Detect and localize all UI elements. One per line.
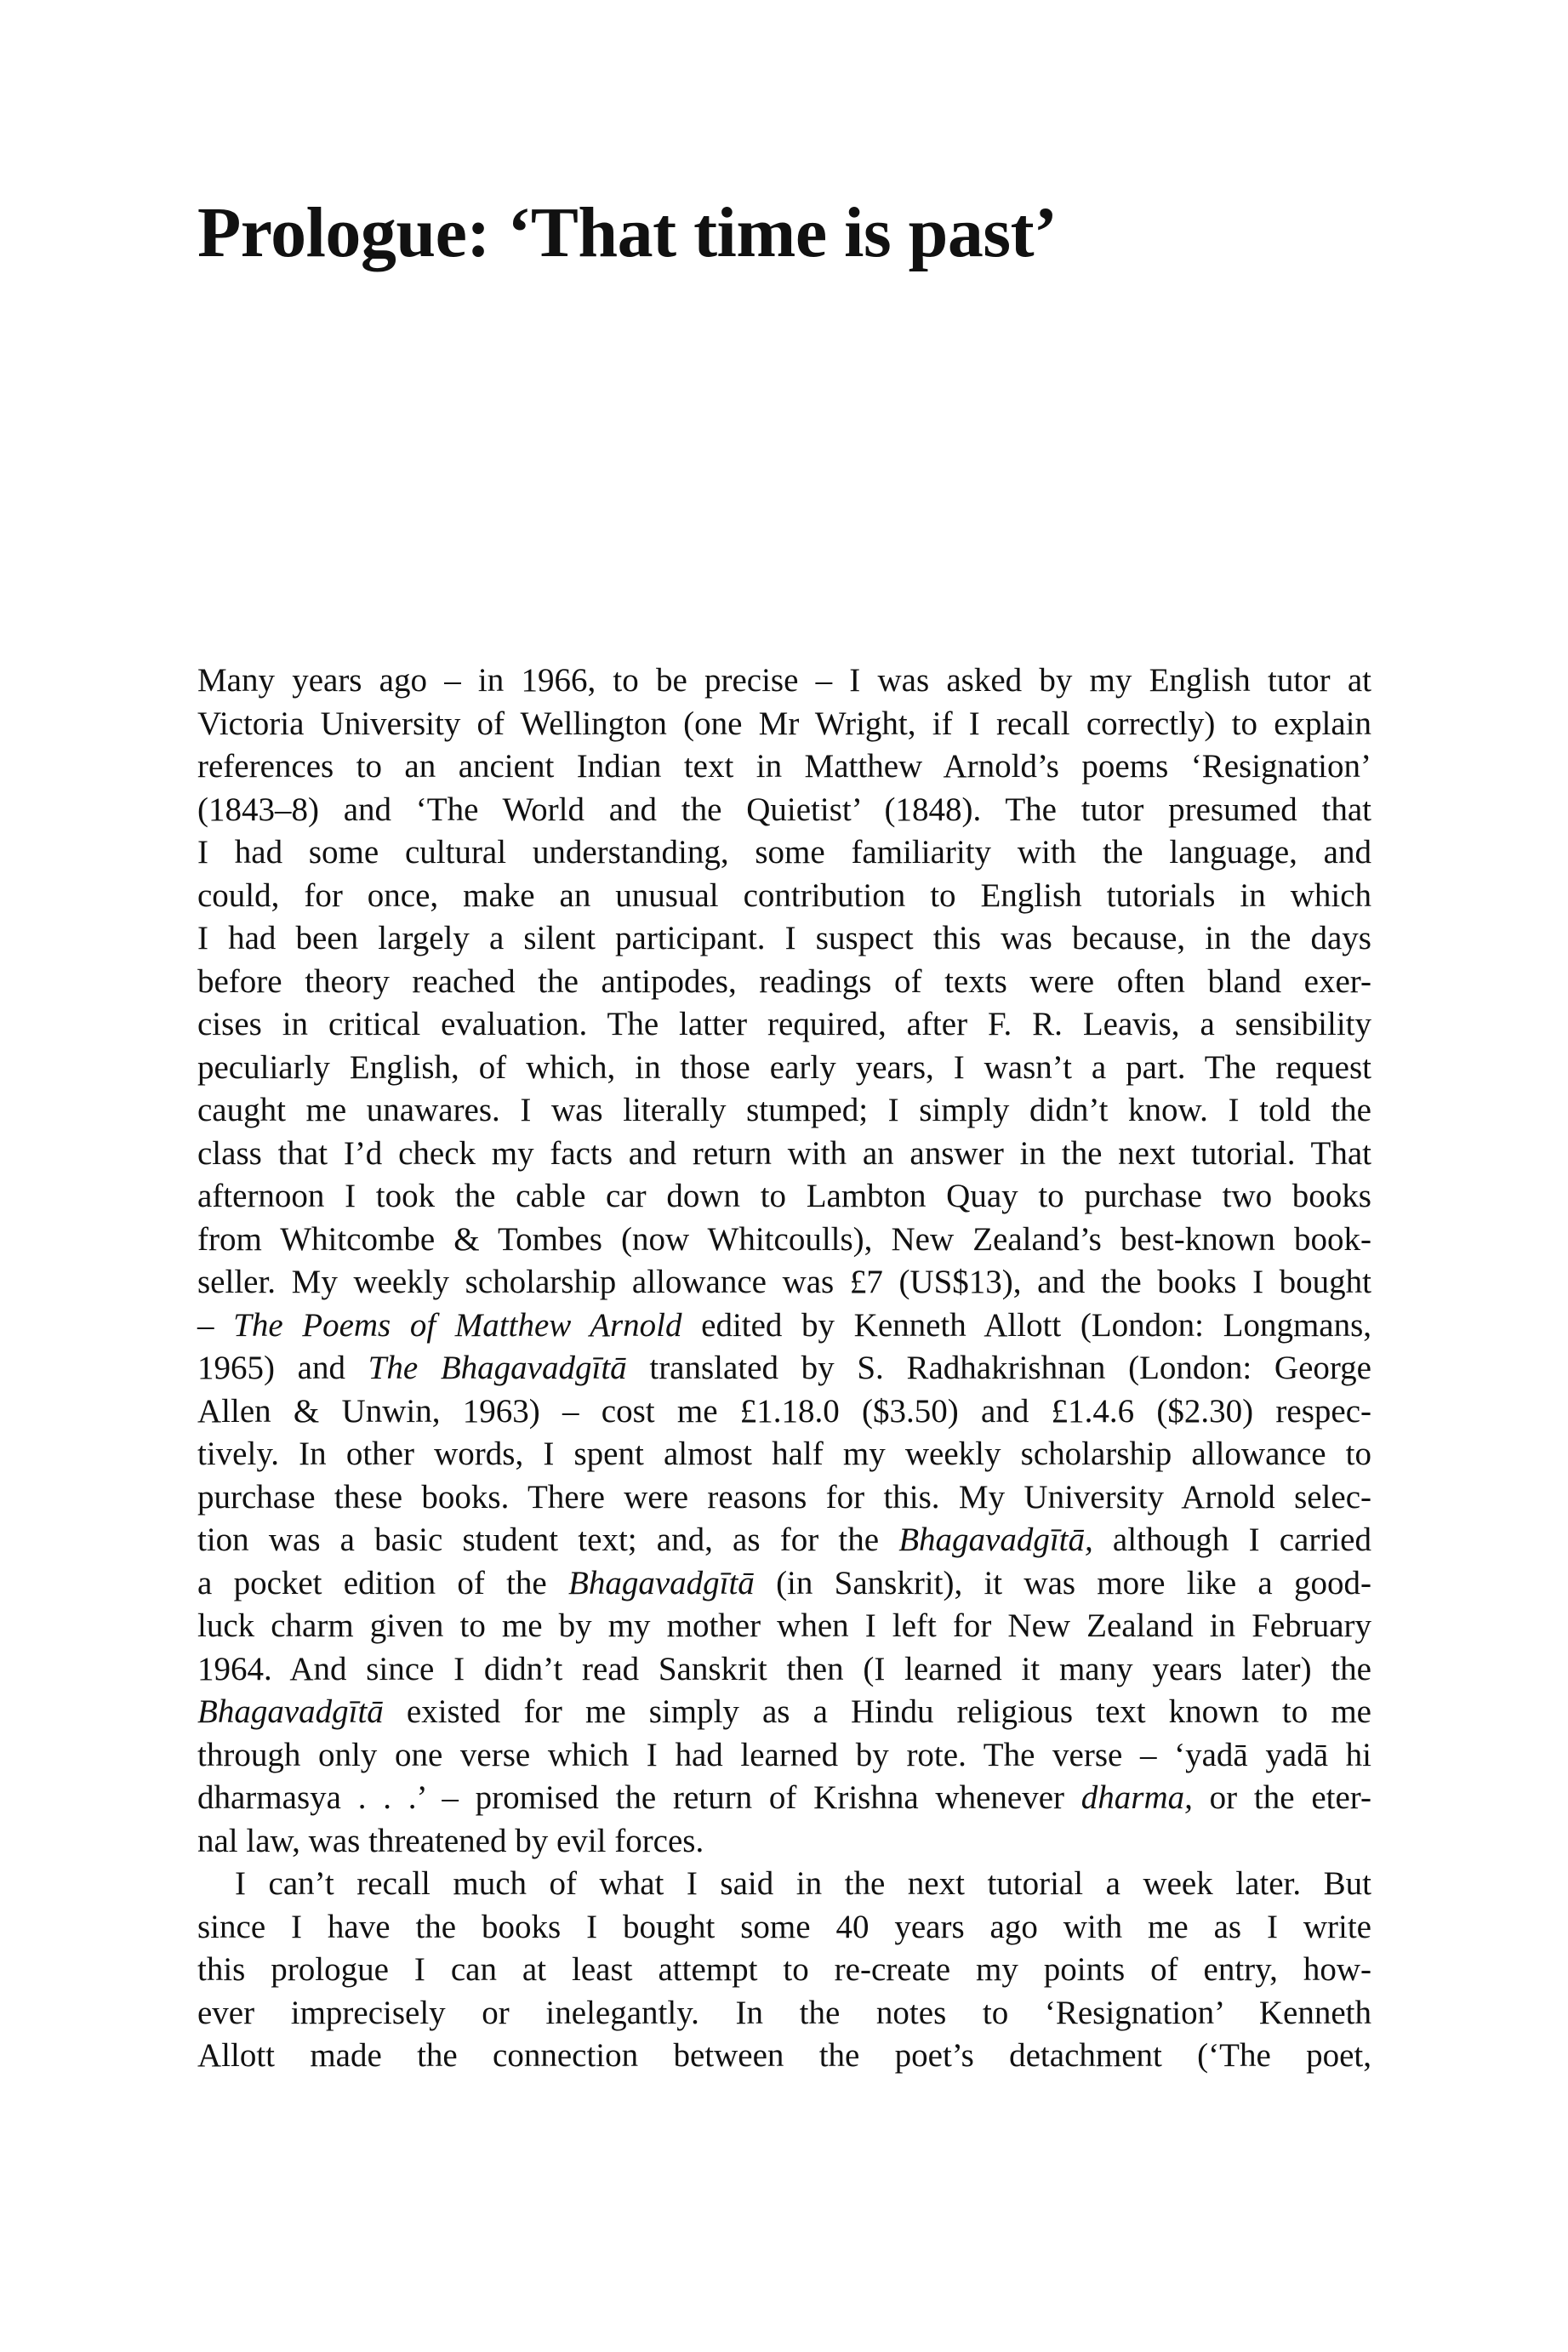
line-text: dharmasya . . .’ – promised the return of Krishna whenever (197, 1779, 1081, 1816)
line-text: 1965) and (197, 1350, 368, 1386)
text-line: luck charm given to me by my mother when I left for New Zealand in February (197, 1607, 1371, 1644)
text-line: purchase these books. There were reasons for this. My University Arnold selec- (197, 1478, 1371, 1516)
text-line: 1964. And since I didn’t read Sanskrit then (I learned it many years later) the (197, 1650, 1371, 1687)
text-line (197, 1777, 1371, 1820)
text-line: through only one verse which I had learned by rote. The verse – ‘yadā yadā hi (197, 1736, 1371, 1773)
text-line: afternoon I took the cable car down to Lambton Quay to purchase two books (197, 1178, 1371, 1214)
text-line: peculiarly English, of which, in those early years, I wasn’t a part. The request (197, 1048, 1371, 1086)
book-title-bhagavadgita: The Bhagavadgītā (368, 1350, 627, 1386)
chapter-title: Prologue: ‘That time is past’ (197, 193, 1058, 272)
text-line: class that I’d check my facts and return with an answer in the next tutorial. That (197, 1134, 1371, 1172)
text-line: could, for once, make an unusual contribution to English tutorials in which (197, 876, 1371, 914)
text-line (197, 1519, 1371, 1562)
paragraph-1 (197, 659, 1371, 1863)
line-text: (in Sanskrit), it was more like a good- (754, 1564, 1371, 1601)
text-line: since I have the books I bought some 40 years ago with me as I write (197, 1908, 1371, 1945)
line-text: a pocket edition of the (197, 1564, 568, 1601)
text-line: seller. My weekly scholarship allowance was £7 (US$13), and the books I bought (197, 1264, 1371, 1300)
text-line: ever imprecisely or inelegantly. In the notes to ‘Resignation’ Kenneth (197, 1994, 1371, 2031)
text-line: cises in critical evaluation. The latter required, after F. R. Leavis, a sensibility (197, 1006, 1371, 1042)
line-text: existed for me simply as a Hindu religious text known to me (383, 1693, 1371, 1730)
text-line: caught me unawares. I was literally stumped; I simply didn’t know. I told the (197, 1092, 1371, 1128)
italic-term: Bhagavadgītā (197, 1693, 384, 1730)
italic-term: Bhagavadgītā (568, 1564, 755, 1601)
italic-term: dharma, (1080, 1779, 1193, 1816)
text-line: I can’t recall much of what I said in the next tutorial a week later. But (235, 1865, 1371, 1902)
text-line: Victoria University of Wellington (one Mr Wright, if I recall correctly) to explain (197, 705, 1371, 742)
line-text: although I carried (1092, 1521, 1371, 1558)
text-line: Many years ago – in 1966, to be precise – I was asked by my English tutor at (197, 662, 1371, 699)
text-line: references to an ancient Indian text in Matthew Arnold’s poems ‘Resignation’ (197, 748, 1371, 785)
line-text: edited by Kenneth Allott (London: Longmans, (681, 1306, 1372, 1344)
text-line: Allott made the connection between the poet’s detachment (‘The poet, (197, 2037, 1371, 2074)
paragraph-2 (197, 1863, 1371, 2078)
text-line (197, 1691, 1371, 1734)
chapter-body (197, 659, 1371, 2078)
text-line: from Whitcombe & Tombes (now Whitcoulls), New Zealand’s best-known book- (197, 1220, 1371, 1258)
text-line (197, 1562, 1371, 1606)
text-line: before theory reached the antipodes, readings of texts were often bland exer- (197, 962, 1371, 1000)
text-line (197, 1304, 1371, 1348)
line-text: tion was a basic student text; and, as for the (197, 1521, 899, 1558)
text-line: Allen & Unwin, 1963) – cost me £1.18.0 ($3.50) and £1.4.6 ($2.30) respec- (197, 1392, 1371, 1430)
italic-term: Bhagavadgītā, (898, 1521, 1093, 1558)
line-text: or the eter- (1192, 1779, 1371, 1816)
text-line: nal law, was threatened by evil forces. (197, 1822, 704, 1859)
line-text: – (197, 1306, 234, 1344)
text-line: (1843–8) and ‘The World and the Quietist’ (1848). The tutor presumed that (197, 791, 1371, 828)
text-line: I had been largely a silent participant. I suspect this was because, in the days (197, 920, 1371, 956)
text-line: tively. In other words, I spent almost half my weekly scholarship allowance to (197, 1436, 1371, 1472)
book-title-poems-of-arnold: The Poems of Matthew Arnold (233, 1306, 682, 1344)
text-line: this prologue I can at least attempt to re-create my points of entry, how- (197, 1951, 1371, 1988)
text-line: I had some cultural understanding, some familiarity with the language, and (197, 834, 1371, 871)
text-line (197, 1347, 1371, 1390)
line-text: translated by S. Radhakrishnan (London: George (626, 1350, 1371, 1386)
